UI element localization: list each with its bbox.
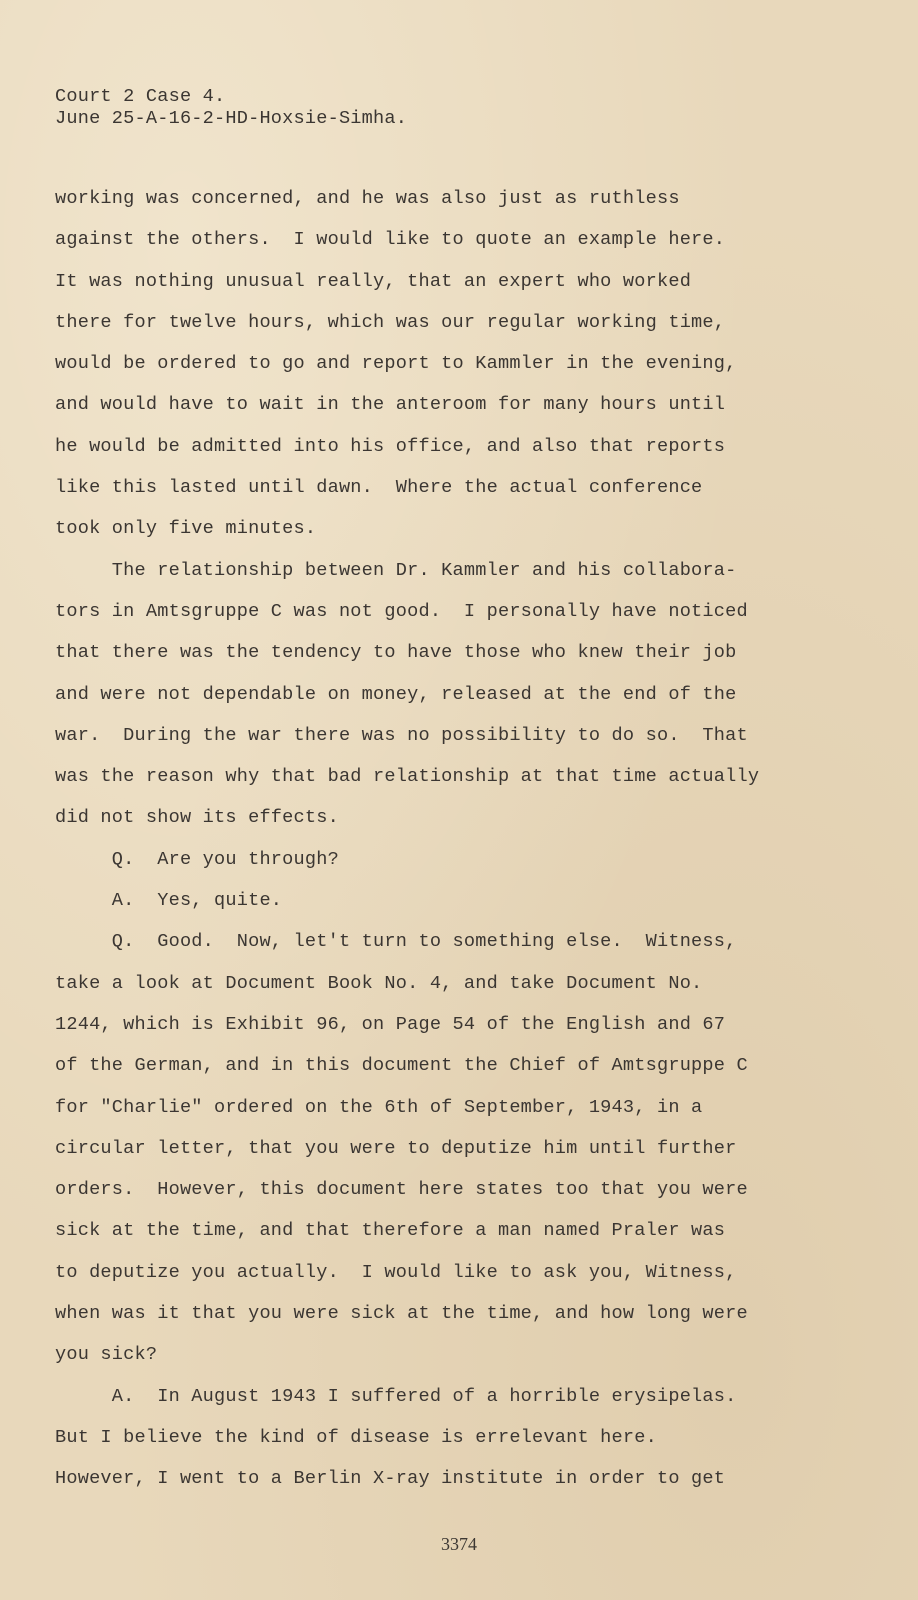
transcript-line: A. Yes, quite. xyxy=(55,890,283,912)
transcript-line: Q. Good. Now, let't turn to something else. Witness, xyxy=(55,931,737,953)
transcript-line: was the reason why that bad relationship at that time actually xyxy=(55,766,760,788)
transcript-line: However, I went to a Berlin X-ray institute in order to get xyxy=(55,1468,726,1490)
document-header xyxy=(55,86,407,130)
transcript-line: working was concerned, and he was also just as ruthless xyxy=(55,188,680,209)
transcript-line: war. During the war there was no possibility to do so. That xyxy=(55,724,748,746)
page-number: 3374 xyxy=(441,1534,477,1554)
transcript-line: It was nothing unusual really, that an expert who worked xyxy=(55,270,692,292)
transcript-line: when was it that you were sick at the time, and how long were xyxy=(55,1303,748,1325)
transcript-line: against the others. I would like to quote an example here. xyxy=(55,229,726,251)
transcript-line: sick at the time, and that therefore a man named Praler was xyxy=(55,1220,726,1242)
header-date-reference: June 25-A-16-2-HD-Hoxsie-Simha. xyxy=(55,108,408,129)
transcript-line: A. In August 1943 I suffered of a horrible erysipelas. xyxy=(55,1385,737,1407)
transcript-line: there for twelve hours, which was our regular working time, xyxy=(55,311,726,333)
transcript-line: take a look at Document Book No. 4, and take Document No. xyxy=(55,972,703,994)
transcript-line: The relationship between Dr. Kammler and his collabora- xyxy=(55,559,737,581)
transcript-line: and were not dependable on money, released at the end of the xyxy=(55,683,737,705)
header-court-case: Court 2 Case 4. xyxy=(55,86,226,107)
transcript-line: and would have to wait in the anteroom for many hours until xyxy=(55,394,726,416)
transcript-line: he would be admitted into his office, and also that reports xyxy=(55,435,726,457)
transcript-line: to deputize you actually. I would like to ask you, Witness, xyxy=(55,1261,737,1283)
transcript-line: Q. Are you through? xyxy=(55,848,339,870)
transcript-body xyxy=(55,186,875,1508)
transcript-line: did not show its effects. xyxy=(55,807,339,829)
transcript-line: would be ordered to go and report to Kammler in the evening, xyxy=(55,353,737,375)
transcript-line: tors in Amtsgruppe C was not good. I personally have noticed xyxy=(55,600,748,622)
transcript-line: orders. However, this document here states too that you were xyxy=(55,1179,748,1201)
transcript-line: But I believe the kind of disease is errelevant here. xyxy=(55,1426,657,1448)
transcript-line: that there was the tendency to have those who knew their job xyxy=(55,642,737,664)
transcript-line: for "Charlie" ordered on the 6th of September, 1943, in a xyxy=(55,1096,703,1118)
transcript-line: took only five minutes. xyxy=(55,518,317,540)
transcript-line: circular letter, that you were to deputize him until further xyxy=(55,1137,737,1159)
transcript-line: you sick? xyxy=(55,1344,158,1366)
transcript-line: like this lasted until dawn. Where the actual conference xyxy=(55,477,703,499)
transcript-line: of the German, and in this document the Chief of Amtsgruppe C xyxy=(55,1055,748,1077)
transcript-line: 1244, which is Exhibit 96, on Page 54 of the English and 67 xyxy=(55,1013,726,1035)
